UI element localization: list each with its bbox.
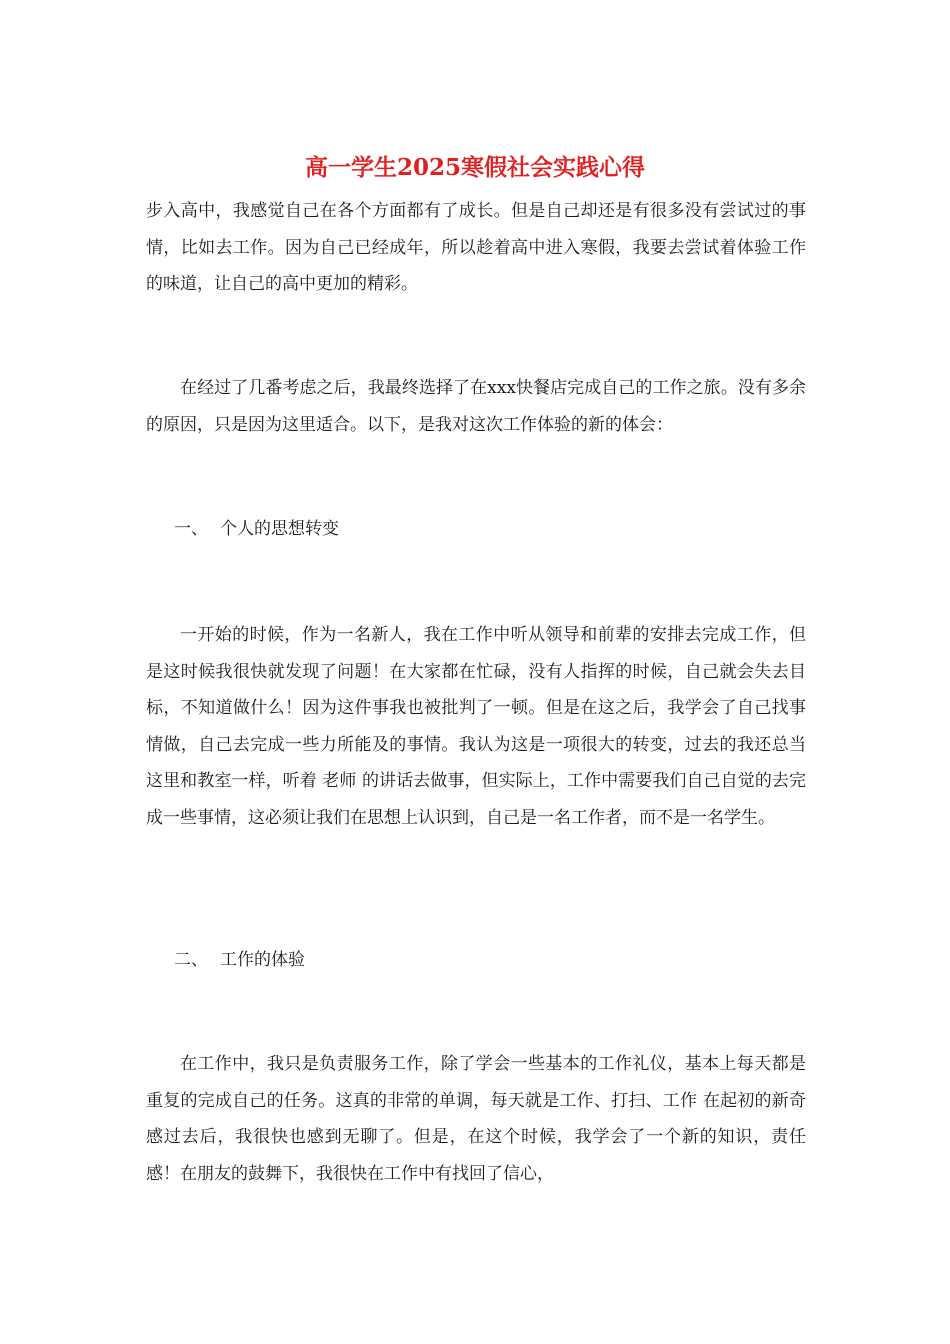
section-heading-2 (146, 942, 806, 978)
section-number: 二、 (174, 950, 208, 970)
section-number: 一、 (174, 519, 208, 539)
section-title: 个人的思想转变 (220, 519, 339, 539)
paragraph-intro: 步入高中，我感觉自己在各个方面都有了成长。但是自己却还是有很多没有尝试过的事情，比如去工作。因为自己已经成年，所以趁着高中进入寒假，我要去尝试着体验工作的味道，让自己的高中更加的精彩。 (146, 201, 806, 294)
paragraph-section1-body: 一开始的时候，作为一名新人，我在工作中听从领导和前辈的安排去完成工作，但是这时候我很快就发现了问题！在大家都在忙碌，没有人指挥的时候，自己就会失去目标，不知道做什么！因为这件事我也被批判了一顿。但是在这之后，我学会了自己找事情做，自己去完成一些力所能及的事情。我认为这是一项很大的转变，过去的我还总当这里和教室一样，听着 老师 的讲话去做事，但实际上，工作中需要我们自己自觉的去完成一些事情，这必须让我们在思想上认识到，自己是一名工作者，而不是一名学生。 (146, 625, 806, 828)
document-title: 高一学生2025寒假社会实践心得 (304, 154, 645, 181)
section-title: 工作的体验 (220, 950, 305, 970)
section-heading-1 (146, 511, 806, 547)
paragraph-choice: 在经过了几番考虑之后，我最终选择了在xxx快餐店完成自己的工作之旅。没有多余的原因，只是因为这里适合。以下，是我对这次工作体验的新的体会： (146, 378, 806, 435)
paragraph-section2-body: 在工作中，我只是负责服务工作，除了学会一些基本的工作礼仪，基本上每天都是重复的完成自己的任务。这真的非常的单调，每天就是工作、打扫、工作 在起初的新奇感过去后，我很快也感到无聊了。但是，在这个时候，我学会了一个新的知识，责任感！在朋友的鼓舞下，我很快在工作中有找回了信心， (146, 1054, 806, 1184)
